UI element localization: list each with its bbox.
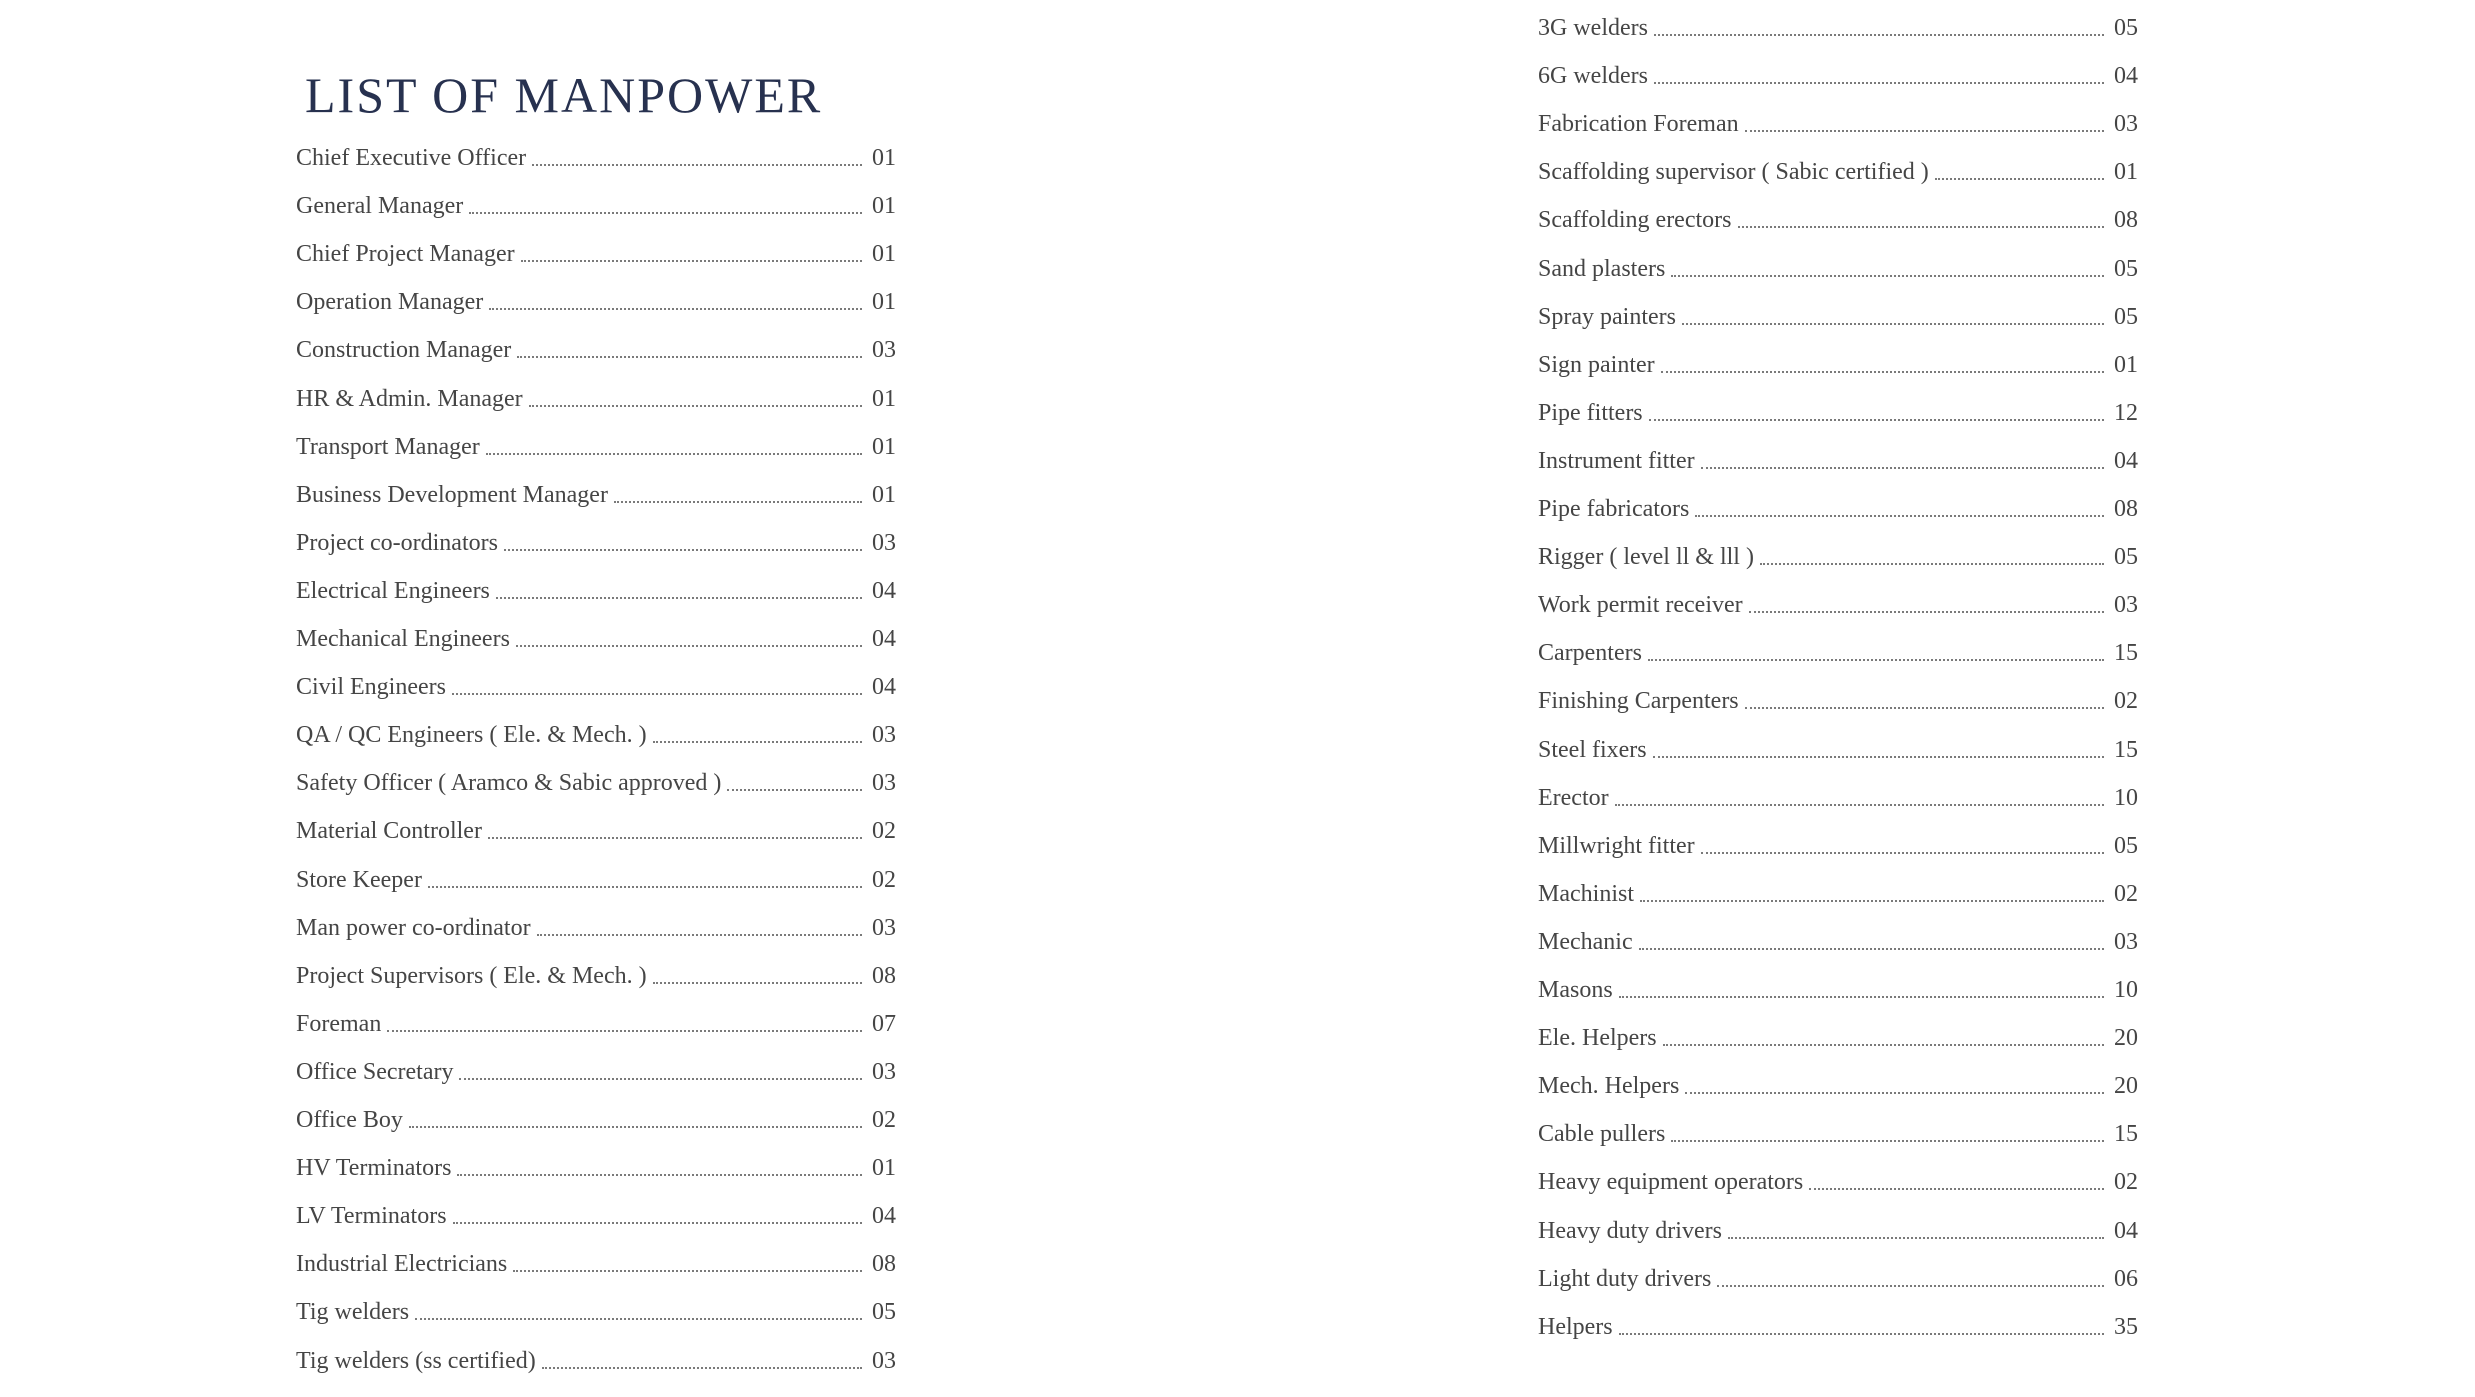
dot-leader — [537, 934, 862, 936]
manpower-row — [1538, 98, 2138, 138]
dot-leader — [521, 260, 862, 262]
manpower-row — [296, 902, 896, 942]
role-label: Construction Manager — [296, 337, 512, 364]
manpower-row — [1538, 435, 2138, 475]
dot-leader — [542, 1367, 862, 1369]
manpower-row — [296, 373, 896, 413]
role-label: Erector — [1538, 784, 1609, 811]
headcount-value: 10 — [2114, 977, 2138, 1003]
manpower-row — [296, 132, 896, 172]
headcount-value: 01 — [872, 145, 896, 171]
headcount-value: 01 — [872, 289, 896, 316]
headcount-value: 03 — [2114, 592, 2138, 619]
dot-leader — [428, 886, 862, 888]
role-label: Operation Manager — [296, 289, 484, 316]
dot-leader — [504, 549, 862, 551]
manpower-row — [1538, 579, 2138, 619]
page-title: LIST OF MANPOWER — [305, 67, 823, 123]
headcount-value: 05 — [2114, 303, 2138, 330]
manpower-row — [296, 757, 896, 797]
headcount-value: 03 — [872, 337, 896, 364]
headcount-value: 04 — [2114, 1217, 2138, 1244]
role-label: Cable pullers — [1538, 1121, 1666, 1148]
manpower-row — [1538, 1301, 2138, 1341]
role-label: General Manager — [296, 193, 464, 220]
role-label: Work permit receiver — [1538, 592, 1743, 619]
manpower-row — [1538, 1060, 2138, 1100]
headcount-value: 05 — [872, 1299, 896, 1326]
manpower-row — [296, 998, 896, 1038]
headcount-value: 03 — [872, 914, 896, 941]
role-label: Project Supervisors ( Ele. & Mech. ) — [296, 962, 647, 989]
headcount-value: 05 — [2114, 255, 2138, 282]
manpower-row — [296, 805, 896, 845]
role-label: Machinist — [1538, 880, 1634, 907]
headcount-value: 08 — [2114, 496, 2138, 522]
role-label: Tig welders (ss certified) — [296, 1347, 536, 1374]
role-label: Chief Project Manager — [296, 241, 515, 268]
dot-leader — [1935, 178, 2104, 180]
headcount-value: 02 — [2114, 1169, 2138, 1196]
manpower-row — [1538, 531, 2138, 571]
manpower-row — [1538, 194, 2138, 234]
dot-leader — [1615, 804, 2104, 806]
manpower-row — [1538, 146, 2138, 186]
dot-leader — [1717, 1285, 2104, 1287]
manpower-row — [296, 565, 896, 605]
headcount-value: 20 — [2114, 1073, 2138, 1100]
headcount-value: 01 — [2114, 159, 2138, 186]
role-label: Fabrication Foreman — [1538, 111, 1739, 138]
role-label: Tig welders — [296, 1299, 410, 1326]
role-label: Business Development Manager — [296, 481, 608, 508]
role-label: Safety Officer ( Aramco & Sabic approved ) — [296, 770, 722, 797]
dot-leader — [516, 645, 862, 647]
manpower-row — [1538, 1156, 2138, 1196]
role-label: LV Terminators — [296, 1203, 447, 1230]
manpower-row — [296, 950, 896, 990]
dot-leader — [1695, 515, 2104, 517]
manpower-row — [296, 517, 896, 557]
role-label: Electrical Engineers — [296, 577, 490, 604]
role-label: Spray painters — [1538, 303, 1676, 330]
headcount-value: 05 — [2114, 15, 2138, 41]
headcount-value: 04 — [872, 626, 896, 652]
manpower-row — [1538, 243, 2138, 283]
dot-leader — [453, 1222, 862, 1224]
role-label: Carpenters — [1538, 640, 1642, 667]
headcount-value: 20 — [2114, 1025, 2138, 1052]
manpower-row — [296, 661, 896, 701]
headcount-value: 04 — [2114, 447, 2138, 474]
manpower-row — [296, 276, 896, 316]
role-label: Transport Manager — [296, 433, 480, 460]
dot-leader — [488, 837, 862, 839]
role-label: HR & Admin. Manager — [296, 385, 523, 412]
role-label: Millwright fitter — [1538, 832, 1695, 859]
manpower-row — [1538, 964, 2138, 1004]
role-label: Scaffolding erectors — [1538, 207, 1732, 234]
manpower-row — [1538, 868, 2138, 908]
headcount-value: 08 — [2114, 207, 2138, 234]
dot-leader — [1671, 1140, 2104, 1142]
role-label: Helpers — [1538, 1313, 1613, 1340]
role-label: Office Boy — [296, 1107, 403, 1133]
role-label: Project co-ordinators — [296, 529, 498, 556]
dot-leader — [1654, 34, 2104, 36]
manpower-row — [296, 228, 896, 268]
manpower-row — [296, 324, 896, 364]
role-label: Finishing Carpenters — [1538, 688, 1739, 715]
headcount-value: 08 — [872, 962, 896, 989]
dot-leader — [496, 597, 862, 599]
dot-leader — [1701, 852, 2104, 854]
dot-leader — [517, 356, 862, 358]
headcount-value: 08 — [872, 1251, 896, 1278]
headcount-value: 03 — [872, 770, 896, 797]
manpower-row — [296, 1335, 896, 1375]
headcount-value: 03 — [872, 1058, 896, 1085]
role-label: Man power co-ordinator — [296, 914, 531, 941]
dot-leader — [1749, 611, 2104, 613]
headcount-value: 02 — [2114, 688, 2138, 715]
dot-leader — [653, 741, 862, 743]
manpower-row — [1538, 820, 2138, 860]
manpower-row — [296, 854, 896, 894]
headcount-value: 35 — [2114, 1313, 2138, 1340]
headcount-value: 04 — [872, 577, 896, 604]
dot-leader — [513, 1270, 862, 1272]
dot-leader — [1619, 996, 2104, 998]
headcount-value: 10 — [2114, 784, 2138, 811]
headcount-value: 01 — [872, 481, 896, 508]
headcount-value: 12 — [2114, 399, 2138, 426]
manpower-row — [1538, 675, 2138, 715]
role-label: Ele. Helpers — [1538, 1025, 1657, 1052]
role-label: Pipe fabricators — [1538, 496, 1690, 522]
manpower-row — [1538, 724, 2138, 764]
headcount-value: 02 — [2114, 880, 2138, 907]
manpower-row — [296, 469, 896, 509]
headcount-value: 01 — [2114, 351, 2138, 378]
dot-leader — [532, 164, 862, 166]
dot-leader — [469, 212, 862, 214]
dot-leader — [1728, 1237, 2104, 1239]
headcount-value: 01 — [872, 193, 896, 220]
dot-leader — [415, 1318, 862, 1320]
dot-leader — [1745, 707, 2104, 709]
headcount-value: 05 — [2114, 832, 2138, 859]
role-label: Heavy duty drivers — [1538, 1217, 1722, 1244]
dot-leader — [727, 789, 862, 791]
dot-leader — [1685, 1092, 2104, 1094]
manpower-row — [1538, 2, 2138, 42]
role-label: Store Keeper — [296, 866, 422, 893]
role-label: HV Terminators — [296, 1155, 452, 1182]
manpower-row — [296, 1046, 896, 1086]
dot-leader — [1760, 563, 2104, 565]
dot-leader — [1648, 659, 2104, 661]
manpower-row — [1538, 772, 2138, 812]
headcount-value: 01 — [872, 385, 896, 412]
role-label: Masons — [1538, 977, 1613, 1003]
dot-leader — [1663, 1044, 2104, 1046]
manpower-row — [296, 613, 896, 653]
headcount-value: 15 — [2114, 736, 2138, 763]
role-label: Mechanic — [1538, 928, 1633, 955]
dot-leader — [1809, 1188, 2104, 1190]
manpower-row — [296, 421, 896, 461]
role-label: QA / QC Engineers ( Ele. & Mech. ) — [296, 722, 647, 749]
role-label: Material Controller — [296, 818, 482, 845]
role-label: Sign painter — [1538, 351, 1655, 378]
headcount-value: 03 — [872, 722, 896, 749]
dot-leader — [1661, 371, 2104, 373]
role-label: Chief Executive Officer — [296, 145, 527, 171]
dot-leader — [1671, 275, 2104, 277]
headcount-value: 04 — [872, 674, 896, 701]
dot-leader — [1654, 82, 2104, 84]
role-label: Industrial Electricians — [296, 1251, 508, 1278]
headcount-value: 03 — [2114, 928, 2138, 955]
headcount-value: 15 — [2114, 1121, 2138, 1148]
role-label: 3G welders — [1538, 15, 1648, 41]
headcount-value: 01 — [872, 433, 896, 460]
role-label: Rigger ( level ll & lll ) — [1538, 544, 1754, 571]
headcount-value: 02 — [872, 1107, 896, 1133]
dot-leader — [1649, 419, 2104, 421]
manpower-row — [1538, 627, 2138, 667]
role-label: 6G welders — [1538, 63, 1648, 90]
headcount-value: 02 — [872, 866, 896, 893]
headcount-value: 15 — [2114, 640, 2138, 667]
dot-leader — [489, 308, 862, 310]
dot-leader — [452, 693, 862, 695]
dot-leader — [1619, 1333, 2104, 1335]
headcount-value: 03 — [872, 1347, 896, 1374]
manpower-row — [296, 1190, 896, 1230]
headcount-value: 04 — [2114, 63, 2138, 90]
dot-leader — [409, 1126, 862, 1128]
manpower-row — [1538, 1012, 2138, 1052]
headcount-value: 06 — [2114, 1265, 2138, 1292]
headcount-value: 03 — [2114, 111, 2138, 138]
manpower-row — [1538, 916, 2138, 956]
manpower-row — [1538, 387, 2138, 427]
role-label: Instrument fitter — [1538, 447, 1695, 474]
manpower-row — [1538, 50, 2138, 90]
headcount-value: 01 — [872, 1155, 896, 1182]
headcount-value: 04 — [872, 1203, 896, 1230]
dot-leader — [459, 1078, 862, 1080]
manpower-row — [1538, 291, 2138, 331]
manpower-row — [296, 1094, 896, 1134]
role-label: Steel fixers — [1538, 736, 1647, 763]
role-label: Sand plasters — [1538, 255, 1666, 282]
manpower-row — [1538, 483, 2138, 523]
role-label: Pipe fitters — [1538, 399, 1643, 426]
manpower-row — [296, 1142, 896, 1182]
manpower-row — [296, 180, 896, 220]
manpower-row — [1538, 1205, 2138, 1245]
manpower-row — [296, 1286, 896, 1326]
headcount-value: 07 — [872, 1010, 896, 1037]
role-label: Mech. Helpers — [1538, 1073, 1680, 1100]
headcount-value: 02 — [872, 818, 896, 845]
dot-leader — [1738, 226, 2105, 228]
headcount-value: 05 — [2114, 544, 2138, 571]
headcount-value: 01 — [872, 241, 896, 268]
manpower-row — [1538, 1253, 2138, 1293]
dot-leader — [1639, 948, 2104, 950]
manpower-row — [296, 709, 896, 749]
manpower-row — [1538, 1108, 2138, 1148]
role-label: Office Secretary — [296, 1058, 454, 1085]
dot-leader — [653, 982, 862, 984]
manpower-row — [296, 1238, 896, 1278]
role-label: Light duty drivers — [1538, 1265, 1712, 1292]
dot-leader — [614, 501, 862, 503]
dot-leader — [1653, 756, 2104, 758]
dot-leader — [387, 1030, 862, 1032]
dot-leader — [486, 453, 862, 455]
dot-leader — [1682, 323, 2104, 325]
manpower-row — [1538, 339, 2138, 379]
role-label: Scaffolding supervisor ( Sabic certified ) — [1538, 159, 1929, 186]
dot-leader — [457, 1174, 862, 1176]
dot-leader — [1701, 467, 2104, 469]
role-label: Civil Engineers — [296, 674, 446, 701]
dot-leader — [1640, 900, 2104, 902]
role-label: Mechanical Engineers — [296, 626, 510, 652]
role-label: Foreman — [296, 1010, 382, 1037]
role-label: Heavy equipment operators — [1538, 1169, 1804, 1196]
headcount-value: 03 — [872, 529, 896, 556]
dot-leader — [529, 405, 862, 407]
dot-leader — [1745, 130, 2104, 132]
